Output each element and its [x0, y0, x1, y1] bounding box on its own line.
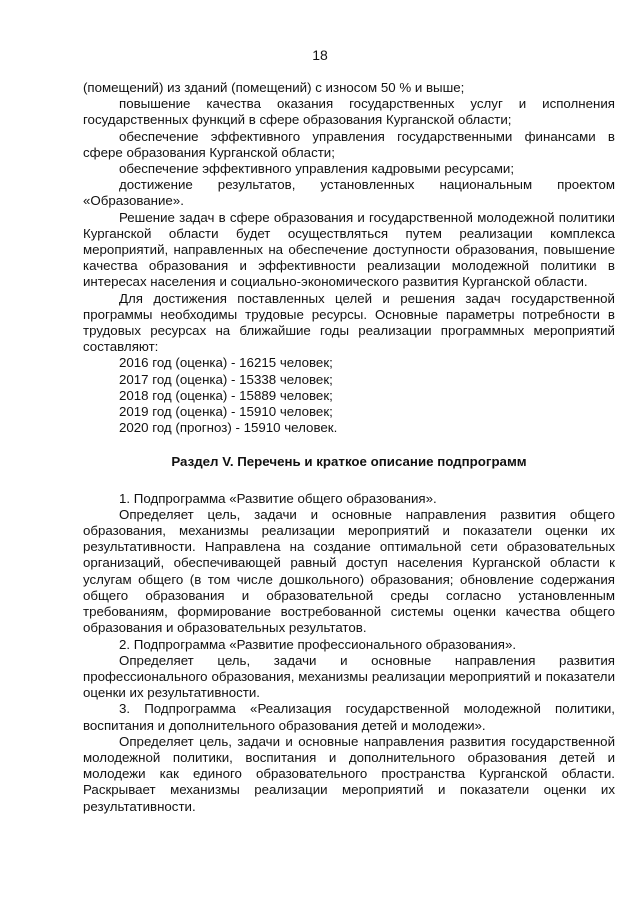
- paragraph: обеспечение эффективного управления государственными финансами в сфере образования Курганской области;: [83, 128, 615, 160]
- document-body: [83, 80, 615, 815]
- list-item: 2017 год (оценка) - 15338 человек;: [119, 371, 333, 387]
- paragraph: обеспечение эффективного управления кадровыми ресурсами;: [119, 161, 515, 177]
- paragraph: повышение качества оказания государственных услуг и исполнения государственных функций в сфере образования Курганской области;: [83, 96, 615, 128]
- paragraph: 3. Подпрограмма «Реализация государственной молодежной политики, воспитания и дополнительного образования детей и молодежи».: [83, 701, 615, 733]
- paragraph: Определяет цель, задачи и основные направления развития профессионального образования, механизмы реализации мероприятий и показатели оценки их результативности.: [83, 652, 615, 701]
- paragraph: Определяет цель, задачи и основные направления развития государственной молодежной политики, воспитания и дополнительного образования детей и молодежи как единого образовательного пространства Курганской области. Раскрывает механизмы реализации мероприятий и показатели оценки их результативности.: [83, 733, 615, 814]
- paragraph: Решение задач в сфере образования и государственной молодежной политики Курганской области будет осуществляться путем реализации комплекса мероприятий, направленных на обеспечение доступности образования, повышение качества образования и эффективности реализации молодежной политики в интересах населения и социально-экономического развития Курганской области.: [83, 209, 615, 290]
- paragraph: Для достижения поставленных целей и решения задач государственной программы необходимы трудовые ресурсы. Основные параметры потребности в трудовых ресурсах на ближайшие годы реализации программных мероприятий составляют:: [83, 290, 615, 355]
- page-number: 18: [312, 47, 328, 63]
- list-item: 2016 год (оценка) - 16215 человек;: [119, 355, 333, 371]
- paragraph: достижение результатов, установленных национальным проектом «Образование».: [83, 177, 615, 209]
- paragraph: 1. Подпрограмма «Развитие общего образования».: [119, 490, 437, 506]
- list-item: 2019 год (оценка) - 15910 человек;: [119, 404, 333, 420]
- paragraph: 2. Подпрограмма «Развитие профессионального образования».: [119, 636, 517, 652]
- section-heading: Раздел V. Перечень и краткое описание подпрограмм: [171, 454, 527, 470]
- paragraph: (помещений) из зданий (помещений) с износом 50 % и выше;: [83, 80, 465, 95]
- labor-forecast-list: [83, 355, 615, 436]
- list-item: 2020 год (прогноз) - 15910 человек.: [119, 420, 338, 436]
- list-item: 2018 год (оценка) - 15889 человек;: [119, 387, 333, 403]
- paragraph: Определяет цель, задачи и основные направления развития общего образования, механизмы реализации мероприятий и показатели оценки их результативности. Направлена на создание оптимальной сети образовательных организаций, обеспечивающей равный доступ населения Курганской области к услугам общего (в том числе дошкольного) образования; обновление содержания общего образования и образовательной среды согласно установленным требованиям, формирование востребованной системы оценки качества общего образования и образовательных результатов.: [83, 506, 615, 636]
